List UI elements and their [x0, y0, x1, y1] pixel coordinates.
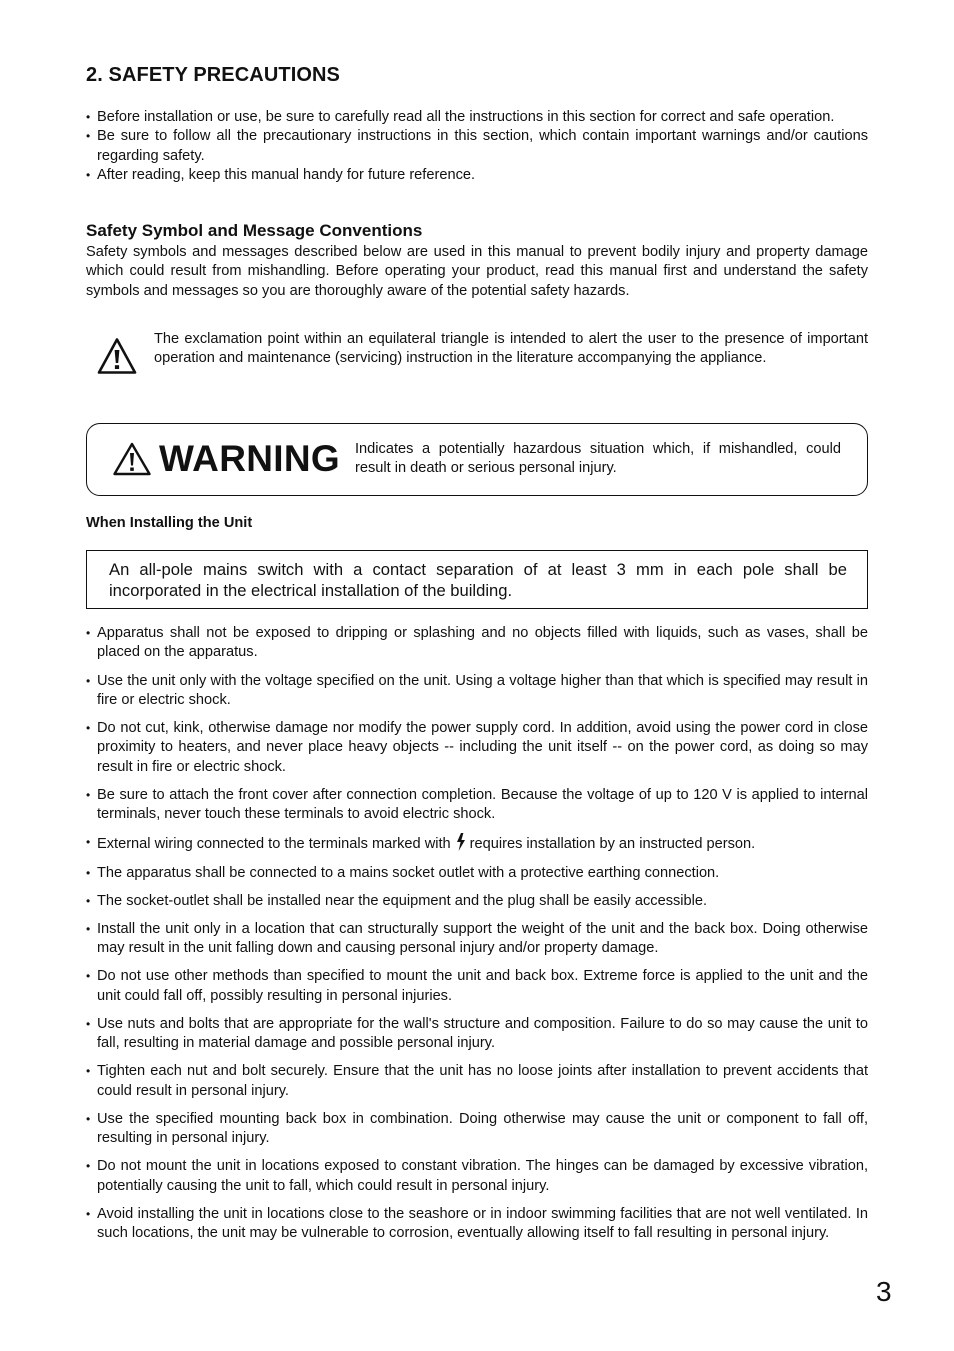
list-item: • Avoid installing the unit in locations close to the seashore or in indoor swimming facilities that are not well ventilated. In such locations, the unit may be vulnerable to corrosion, eventually allowing itself to fall resulting in personal injury.	[86, 1205, 868, 1244]
list-item-wiring	[86, 833, 868, 854]
list-item: • The apparatus shall be connected to a mains socket outlet with a protective earthing connection.	[86, 864, 868, 883]
list-item: • Use the specified mounting back box in combination. Doing otherwise may cause the unit or component to fall off, resulting in personal injury.	[86, 1110, 868, 1149]
page-number: 3	[876, 1276, 892, 1307]
wiring-text-after: requires installation by an instructed person.	[469, 836, 756, 853]
warning-box	[86, 423, 868, 496]
section-title: 2. SAFETY PRECAUTIONS	[86, 64, 340, 86]
list-item: • Apparatus shall not be exposed to dripping or splashing and no objects filled with liquids, such as vases, shall be placed on the apparatus.	[86, 624, 868, 663]
mains-switch-notice	[86, 550, 868, 609]
list-item: • Before installation or use, be sure to carefully read all the instructions in this section for correct and safe operation.	[86, 108, 868, 127]
installation-rules	[86, 624, 868, 1252]
list-item: • Tighten each nut and bolt securely. Ensure that the unit has no loose joints after installation to prevent accidents that could result in personal injury.	[86, 1062, 868, 1101]
warning-description: Indicates a potentially hazardous situation which, if mishandled, could result in death or serious personal injury.	[355, 441, 841, 477]
list-item: • Use the unit only with the voltage specified on the unit. Using a voltage higher than that which is specified may result in fire or electric shock.	[86, 672, 868, 711]
list-item: • Install the unit only in a location that can structurally support the weight of the unit and the back box. Doing otherwise may result in the unit falling down and causing personal injury and/or property damage.	[86, 920, 868, 959]
wiring-text-before: External wiring connected to the terminals marked with	[97, 836, 451, 853]
exclamation-text: The exclamation point within an equilateral triangle is intended to alert the user to the presence of important operation and maintenance (servicing) instruction in the literature accompanying the appliance.	[154, 331, 868, 367]
list-item: • Do not mount the unit in locations exposed to constant vibration. The hinges can be damaged by excessive vibration, potentially causing the unit to fall, which could result in personal injury.	[86, 1157, 868, 1196]
list-item: • Do not use other methods than specified to mount the unit and back box. Extreme force is applied to the unit and the unit could fall off, possibly resulting in personal injuries.	[86, 967, 868, 1006]
list-item: • Do not cut, kink, otherwise damage nor modify the power supply cord. In addition, avoid using the power cord in close proximity to heaters, and never place heavy objects -- including the unit itself -- on the power cord, as doing so may result in fire or electric shock.	[86, 719, 868, 777]
list-item: • Be sure to attach the front cover after connection completion. Because the voltage of up to 120 V is applied to internal terminals, never touch these terminals to avoid electric shock.	[86, 786, 868, 825]
lightning-bolt-icon	[455, 833, 467, 851]
conventions-text: Safety symbols and messages described below are used in this manual to prevent bodily injury and property damage which could result from mishandling. Before operating your product, read this manual first and understand the safety symbols and messages so you are thoroughly aware of the potential safety hazards.	[86, 244, 868, 299]
warning-label: WARNING	[159, 438, 340, 479]
installing-heading: When Installing the Unit	[86, 515, 253, 531]
exclamation-triangle-icon	[97, 337, 137, 375]
mains-notice-text: An all-pole mains switch with a contact separation of at least 3 mm in each pole shall be incorporated in the electrical installation of the building.	[109, 560, 847, 600]
list-item: • Use nuts and bolts that are appropriate for the wall's structure and composition. Failure to do so may cause the unit to fall, resulting in material damage and possible personal injury.	[86, 1015, 868, 1054]
list-item: • After reading, keep this manual handy for future reference.	[86, 166, 868, 185]
list-item: • Be sure to follow all the precautionary instructions in this section, which contain important warnings and/or cautions regarding safety.	[86, 127, 868, 166]
warning-triangle-icon	[113, 442, 151, 476]
list-item: • The socket-outlet shall be installed near the equipment and the plug shall be easily accessible.	[86, 892, 868, 911]
intro-list	[86, 108, 868, 186]
conventions-heading: Safety Symbol and Message Conventions	[86, 221, 423, 240]
